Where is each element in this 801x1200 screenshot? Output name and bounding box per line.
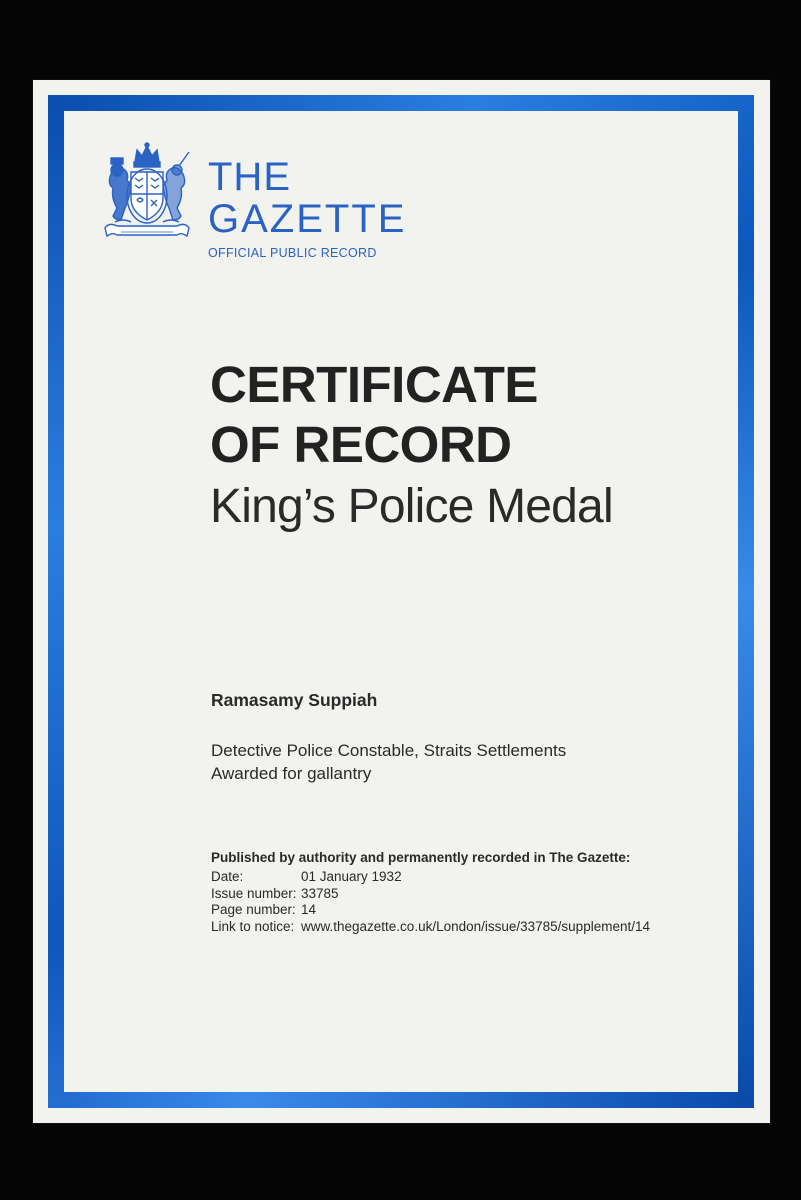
date-value: 01 January 1932 — [301, 869, 402, 884]
publication-row-issue — [211, 886, 650, 903]
link-to-notice-label: Link to notice: — [211, 918, 295, 934]
publication-heading: Published by authority and permanently recorded in The Gazette: — [211, 850, 631, 865]
masthead-gazette: GAZETTE — [208, 197, 407, 241]
publication-row-page — [211, 902, 650, 919]
page-number-label: Page number: — [211, 902, 296, 917]
masthead-tagline: OFFICIAL PUBLIC RECORD — [208, 246, 377, 260]
recipient-role: Detective Police Constable, Straits Settlements — [211, 741, 567, 760]
blue-border-frame — [48, 95, 754, 1108]
masthead-the: THE — [208, 155, 291, 199]
issue-number-label: Issue number: — [211, 885, 297, 901]
royal-coat-of-arms-icon — [97, 140, 197, 242]
date-label: Date: — [211, 869, 244, 884]
certificate-title-line1: CERTIFICATE — [210, 356, 538, 413]
page-number-value: 14 — [301, 902, 317, 917]
issue-number-value: 33785 — [301, 885, 339, 901]
certificate-subtitle: King’s Police Medal — [210, 480, 613, 533]
publication-details — [211, 869, 650, 935]
publication-row-link — [211, 919, 650, 936]
link-to-notice-value: www.thegazette.co.uk/London/issue/33785/supplement/14 — [301, 918, 650, 934]
publication-row-date — [211, 869, 650, 886]
certificate-title-line2: OF RECORD — [210, 416, 512, 473]
recipient-name: Ramasamy Suppiah — [211, 690, 378, 710]
recipient-citation: Awarded for gallantry — [211, 764, 372, 783]
